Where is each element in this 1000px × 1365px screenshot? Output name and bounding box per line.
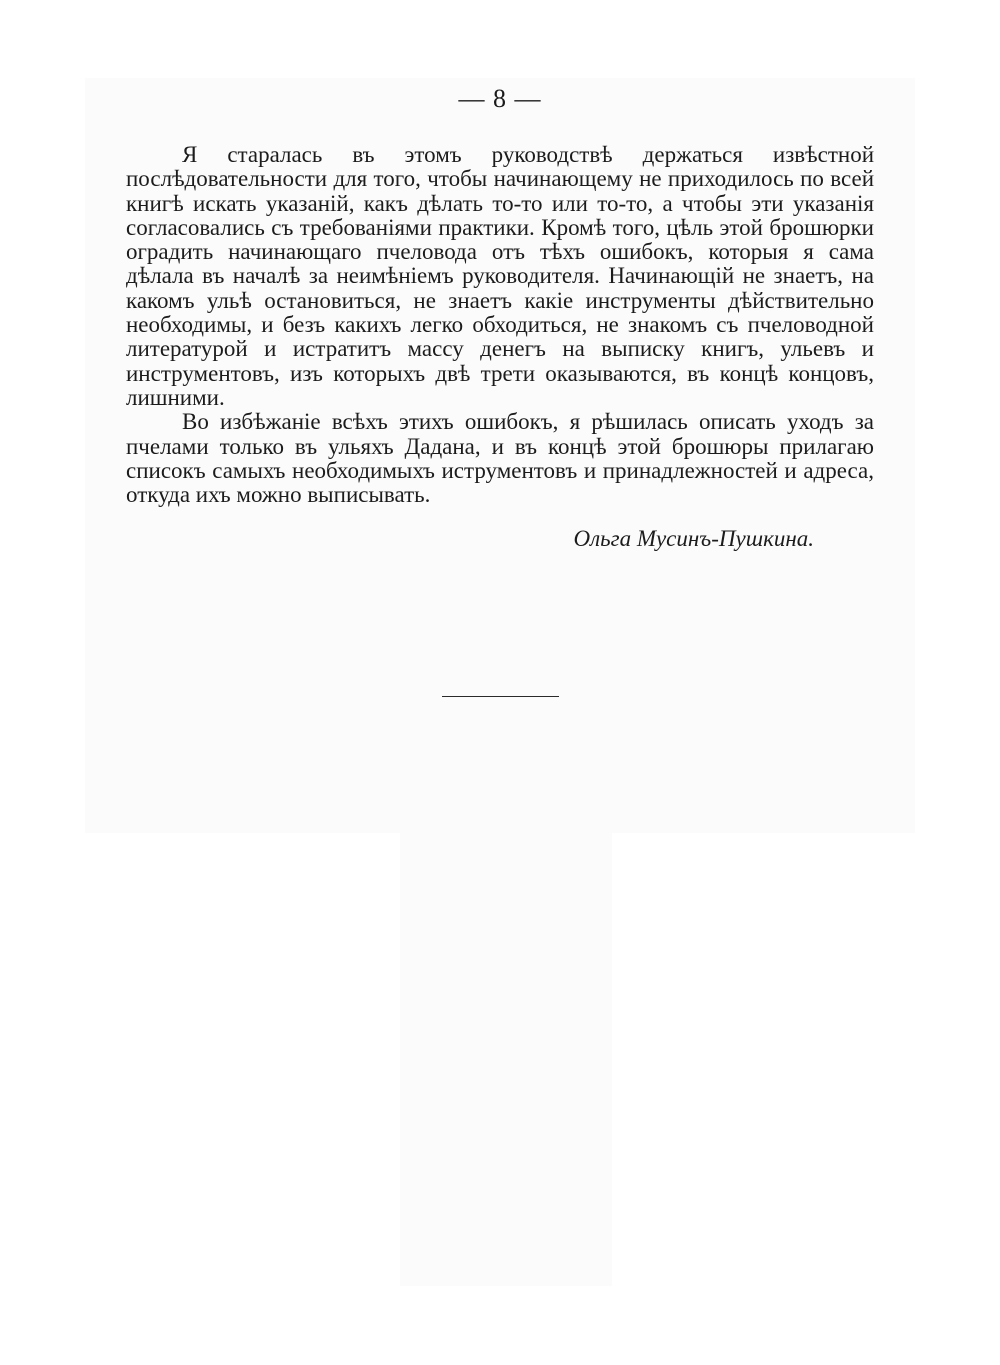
author-signature: Ольга Мусинъ-Пушкина. bbox=[573, 526, 814, 551]
scan-background-lower bbox=[400, 833, 612, 1286]
body-text bbox=[126, 143, 874, 507]
page-number: — 8 — bbox=[458, 84, 542, 113]
paragraph: Я старалась въ этомъ руководствѣ держаться извѣстной послѣдовательности для того, чтобы начинающему не приходилось по всей книгѣ искать указаній, какъ дѣлать то-то или то-то, а чтобы эти указанія согласовались съ требованіями практики. Кромѣ того, цѣль этой брошюрки оградить начинающаго пчеловода отъ тѣхъ ошибокъ, которыя я сама дѣлала въ началѣ за неимѣніемъ руководителя. Начинающій не знаетъ, на какомъ ульѣ остановиться, не знаетъ какіе инструменты дѣйствительно необходимы, и безъ какихъ легко обходиться, не знакомъ съ пчеловодной литературой и истратитъ массу денегъ на выписку книгъ, ульевъ и инструментовъ, изъ которыхъ двѣ трети оказываются, въ концѣ концовъ, лишними. bbox=[126, 142, 874, 410]
section-end-rule bbox=[442, 696, 559, 697]
paragraph: Во избѣжаніе всѣхъ этихъ ошибокъ, я рѣшилась описать уходъ за пчелами только въ ульяхъ Дадана, и въ концѣ этой брошюры прилагаю списокъ самыхъ необходимыхъ иструментовъ и принадлежностей и адреса, откуда ихъ можно выписывать. bbox=[126, 409, 874, 508]
